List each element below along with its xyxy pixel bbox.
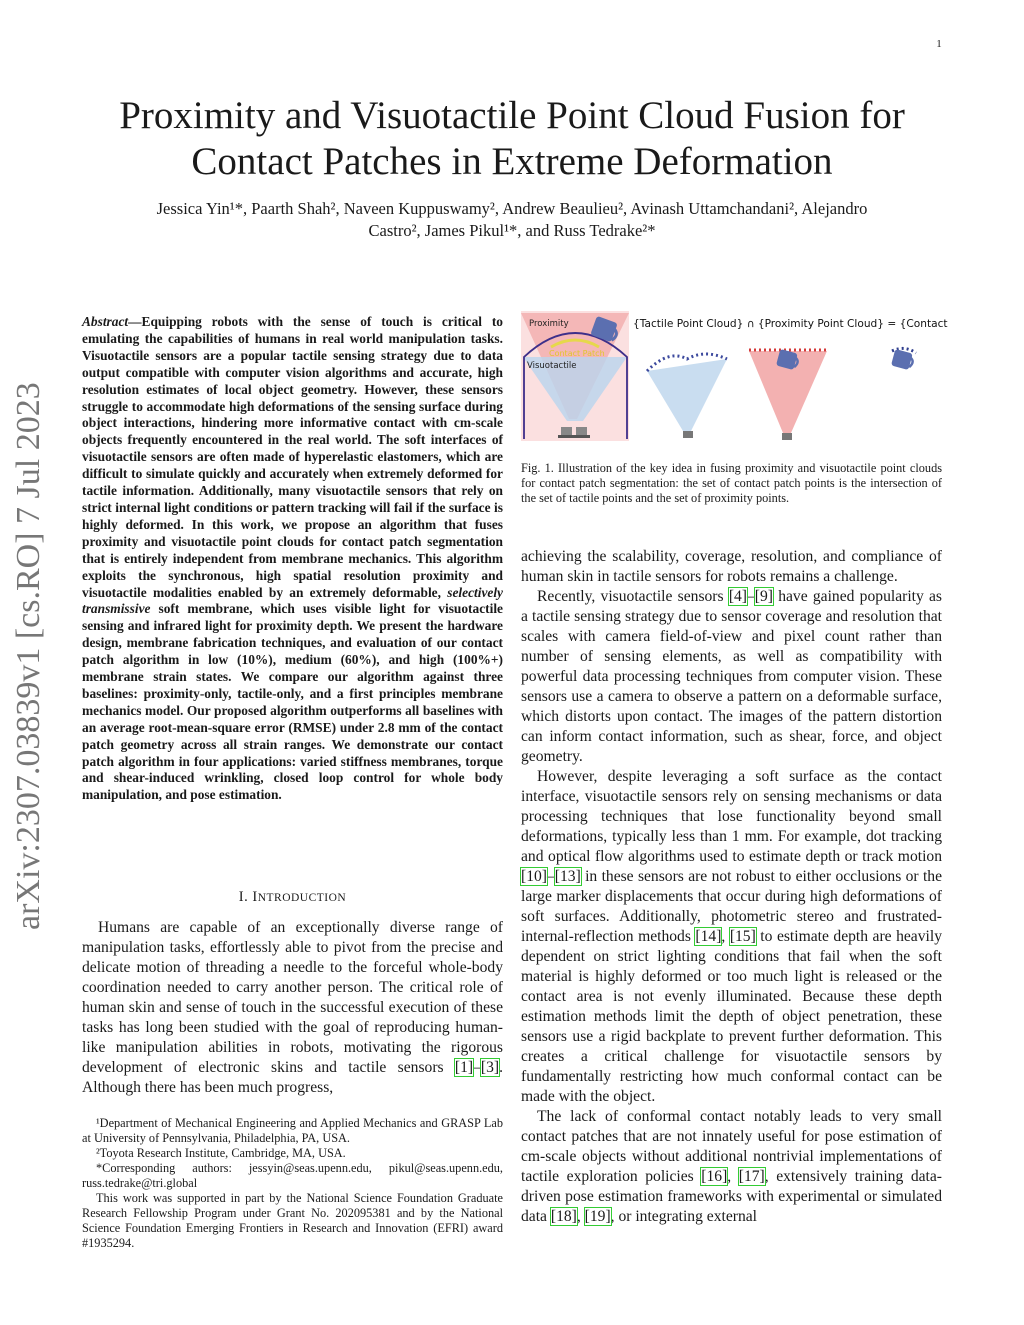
- figure-1-caption: Fig. 1. Illustration of the key idea in fusing proximity and visuotactile point clouds for contact patch segmentation: the set of contact patch points is the intersection of the set of tactile points and the set of proximity points.: [521, 461, 942, 505]
- intro-text: Humans are capable of an exceptionally diverse range of manipulation tasks, effortlessly able to pivot from the precise and delicate motion of threading a needle to the forceful whole-body coordination needed to carry another person. The critical role of human skin and sense of touch in the successful execution of these tasks has long been studied with the goal of reproducing human-like manipulation abilities in robots, motivating the rigorous development of electronic skins and tactile sensors: [82, 919, 503, 1076]
- camera-icon: [576, 427, 587, 435]
- citation-dash: –: [473, 1059, 481, 1076]
- section-title-rest: NTRODUCTION: [257, 892, 347, 904]
- paper-title: [60, 93, 964, 185]
- proximity-label: Proximity: [529, 319, 569, 329]
- figure-1-illustration: [521, 311, 952, 446]
- figure-equation: {Tactile Point Cloud} ∩ {Proximity Point Cloud} = {Contact Patch}: [633, 318, 952, 330]
- paragraph-continued: achieving the scalability, coverage, resolution, and compliance of human skin in tactile sensors for robots remains a challenge.: [521, 548, 942, 585]
- citation-link[interactable]: [4]: [728, 588, 747, 605]
- authors-line-2: Castro², James Pikul¹*, and Russ Tedrake²*: [368, 221, 656, 240]
- citation-link[interactable]: [13]: [554, 868, 581, 885]
- footnote-affiliation-2: ²Toyota Research Institute, Cambridge, MA, USA.: [96, 1146, 346, 1160]
- citation-link[interactable]: [3]: [480, 1059, 500, 1076]
- paragraph-visuotactile: Recently, visuotactile sensors [4]–[9] have gained popularity as a tactile sensing strategy due to sensor coverage and resolution that scales with camera field-of-view and pixel count rather than number of sensing elements, as well as compatibility with powerful data processing techniques from computer vision. These sensors use a camera to observe a pattern on a deformable surface, which distorts upon contact. The images of the pattern distortion can inform contact information, such as shear, force, and object geometry.: [521, 588, 942, 765]
- citation-link[interactable]: [14]: [695, 928, 722, 945]
- camera-icon: [782, 433, 792, 440]
- paragraph-limitations: However, despite leveraging a soft surface as the contact interface, visuotactile sensors rely on sensing mechanisms or data processing techniques that lose functionality beyond small deformations, typically less than 1 mm. For example, dot tracking and optical flow algorithms used to estimate depth or track motion [10]–[13] in these sensors are not robust to either occlusions or the large marker displacements that occur during high deformations of soft surfaces. Additionally, photometric stereo and frustrated-internal-reflection methods [14], [15] to estimate depth are heavily dependent on strict lighting conditions that fail when the soft material is highly deformed or too much light is released or the contact area is not evenly illuminated. Because these depth estimation methods limit the depth of object penetration, these sensors use a rigid backplate to prevent further deformation. This creates a critical challenge for visuotactile sensors by fundamentally restricting how much conformal contact can be made with the object.: [521, 768, 942, 1105]
- footnote-corresponding: *Corresponding authors: jessyin@seas.upenn.edu, pikul@seas.upenn.edu, russ.tedrake@tri.global: [82, 1161, 503, 1190]
- sensor-diagram-panel: [521, 311, 629, 441]
- citation-link[interactable]: [15]: [729, 928, 756, 945]
- tactile-point-cloud-panel: [647, 354, 727, 438]
- intro-text-end: . Although there has been much progress,: [82, 1059, 503, 1096]
- tactile-cone: [647, 359, 727, 431]
- paragraph-conformal-contact: The lack of conformal contact notably leads to very small contact patches that are not innately useful for pose estimation of cm-scale objects without additional nontrivial implementations of tactile exploration policies [16], [17], extensively training data-driven pose estimation frameworks with experimental or simulated data [18], [19], or integrating external: [521, 1108, 943, 1225]
- abstract-italic: selectively transmissive: [82, 584, 504, 617]
- title-line-1: Proximity and Visuotactile Point Cloud Fusion for: [119, 94, 905, 137]
- citation-link[interactable]: [16]: [701, 1168, 728, 1185]
- citation-link[interactable]: [18]: [550, 1208, 577, 1225]
- abstract-text-1: —Equipping robots with the sense of touch is critical to emulating the capabilities of humans in real world manipulation tasks. Visuotactile sensors are a popular tactile sensing strategy due to data output compatible with computer vision algorithms and accurate, high resolution estimates of local object geometry. However, these sensors struggle to accommodate high deformations of the sensing surface during object interactions, hindering more informative contact with cm-scale objects frequently encountered in the real world. The soft interfaces of visuotactile sensors are often made of hyperelastic elastomers, which are difficult to simulate quickly and accurately when extremely deformed for tactile information. Additionally, many visuotactile sensors that rely on strict internal light conditions or pattern tracking will fail if the surface is highly deformed. In this work, we propose an algorithm that fuses proximity and visuotactile point clouds for contact patch segmentation that is entirely independent from membrane mechanics. This algorithm exploits the synchronous, high spatial resolution proximity and visuotactile modalities enabled by an extremely deformable,: [82, 314, 503, 600]
- page-number: 1: [936, 38, 942, 50]
- footnote-funding: This work was supported in part by the National Science Foundation Graduate Research Fellowship Program under Grant No. 202095381 and by the National Science Foundation Emerging Frontiers in Research and Innovation (EFRI) award #1935294.: [82, 1191, 503, 1250]
- section-heading-introduction: [82, 889, 503, 906]
- citation-link[interactable]: [1]: [454, 1059, 474, 1076]
- section-title-first: I: [252, 889, 258, 905]
- contact-patch-panel: [891, 348, 916, 370]
- citation-link[interactable]: [19]: [584, 1208, 611, 1225]
- visuotactile-label: Visuotactile: [527, 361, 577, 371]
- section-numeral: I.: [238, 889, 253, 905]
- abstract-label: Abstract: [82, 314, 129, 329]
- figure-1: [521, 311, 952, 446]
- camera-base: [558, 435, 590, 438]
- right-column-body: [521, 547, 942, 1227]
- contact-patch-label: Contact Patch: [549, 349, 605, 358]
- abstract-text-2: soft membrane, which uses visible light for visuotactile sensing and infrared light for proximity depth. We present the hardware design, membrane fabrication techniques, and evaluation of our contact patch algorithm in low (10%), medium (60%), and high (100%+) membrane strain states. We compare our algorithm against three baselines: proximity-only, tactile-only, and a first principles membrane mechanics model. Our proposed algorithm outperforms all baselines with an average root-mean-square error (RMSE) under 2.8 mm of the contact patch geometry across all strain ranges. We demonstrate our contact patch algorithm in four applications: varied stiffness membranes, torque and shear-induced wrinkling, closed loop control for whole body manipulation, and pose estimation.: [82, 601, 503, 803]
- footnotes: [82, 1116, 503, 1251]
- arxiv-identifier: arXiv:2307.03839v1 [cs.RO] 7 Jul 2023: [10, 382, 47, 930]
- citation-link[interactable]: [10]: [521, 868, 547, 885]
- author-list: [90, 198, 934, 242]
- camera-icon: [561, 427, 572, 435]
- proximity-point-cloud-panel: [749, 349, 827, 440]
- introduction-paragraph: [82, 918, 503, 1098]
- citation-link[interactable]: [17]: [738, 1168, 765, 1185]
- footnote-affiliation-1: ¹Department of Mechanical Engineering and Applied Mechanics and GRASP Lab at University of Pennsylvania, Philadelphia, PA, USA.: [82, 1116, 503, 1145]
- abstract: [82, 314, 503, 804]
- authors-line-1: Jessica Yin¹*, Paarth Shah², Naveen Kuppuswamy², Andrew Beaulieu², Avinash Uttamchandani², Alejandro: [156, 199, 868, 218]
- citation-link[interactable]: [9]: [754, 588, 773, 605]
- mug-icon: [891, 349, 914, 370]
- title-line-2: Contact Patches in Extreme Deformation: [191, 140, 833, 183]
- camera-icon: [683, 431, 693, 438]
